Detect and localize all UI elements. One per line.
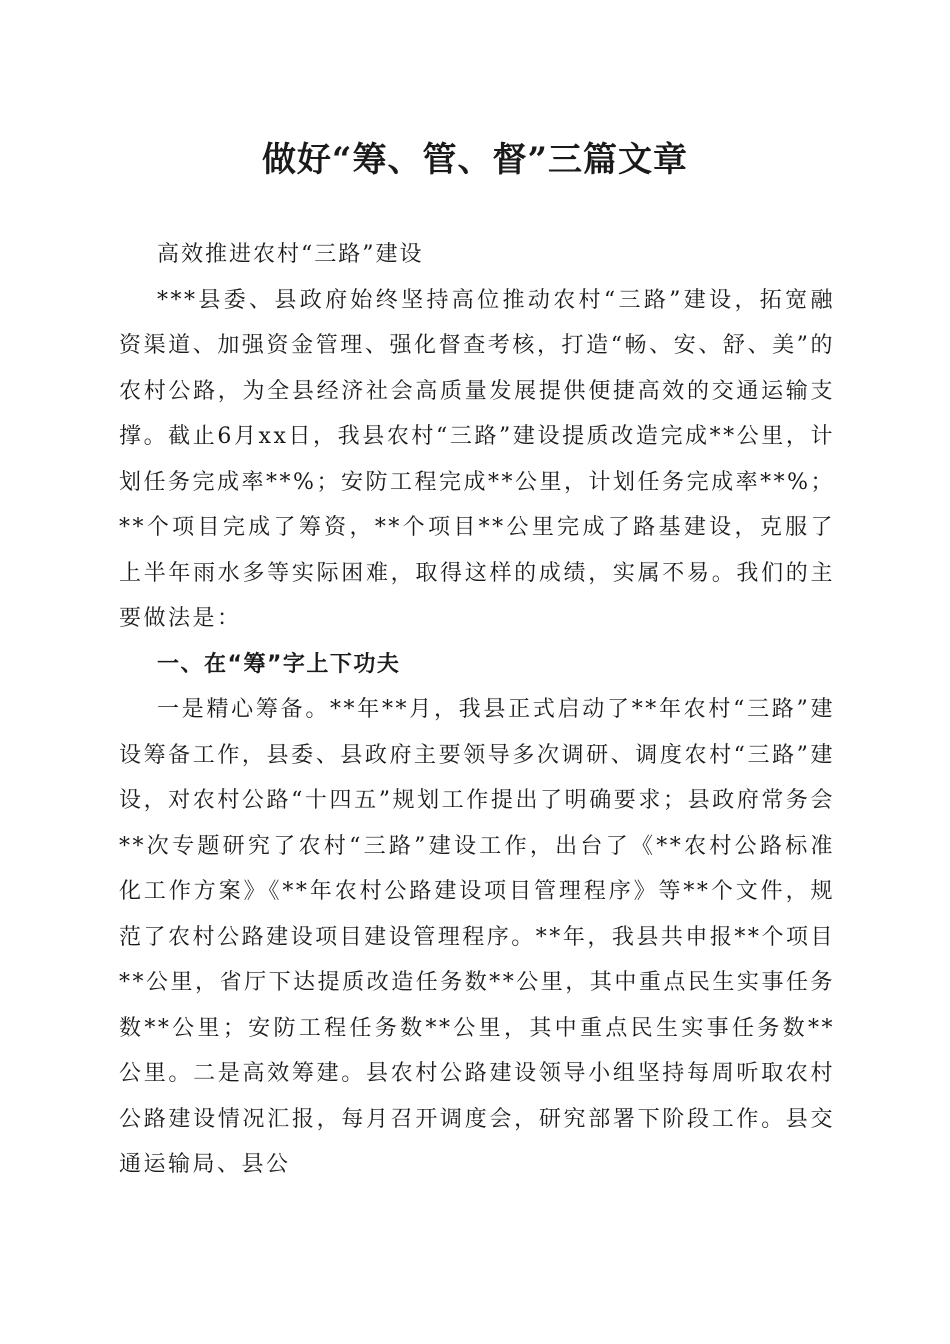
intro-paragraph: ***县委、县政府始终坚持高位推动农村“三路”建设，拓宽融资渠道、加强资金管理、强化督查考核，打造“畅、安、舒、美”的农村公路，为全县经济社会高质量发展提供便捷高效的交通运输支撑。截止6月xx日，我县农村“三路”建设提质改造完成**公里，计划任务完成率**%；安防工程完成**公里，计划任务完成率**%；**个项目完成了筹资，**个项目**公里完成了路基建设，克服了上半年雨水多等实际困难，取得这样的成绩，实属不易。我们的主要做法是：	[119, 287, 835, 631]
document-title: 做好“筹、管、督”三篇文章	[261, 140, 689, 180]
document-subtitle: 高效推进农村“三路”建设	[157, 242, 424, 267]
section-1-paragraph: 一是精心筹备。**年**月，我县正式启动了**年农村“三路”建设筹备工作，县委、县政府主要领导多次调研、调度农村“三路”建设，对农村公路“十四五”规划工作提出了明确要求；县政府常务会**次专题研究了农村“三路”建设工作，出台了《**农村公路标准化工作方案》《**年农村公路建设项目管理程序》等**个文件，规范了农村公路建设项目建设管理程序。**年，我县共申报**个项目**公里，省厅下达提质改造任务数**公里，其中重点民生实事任务数**公里；安防工程任务数**公里，其中重点民生实事任务数**公里。二是高效筹建。县农村公路建设领导小组坚持每周听取农村公路建设情况汇报，每月召开调度会，研究部署下阶段工作。县交通运输局、县公	[119, 697, 835, 1177]
section-heading-1: 一、在“筹”字上下功夫	[157, 651, 401, 677]
document-body	[119, 232, 835, 1188]
